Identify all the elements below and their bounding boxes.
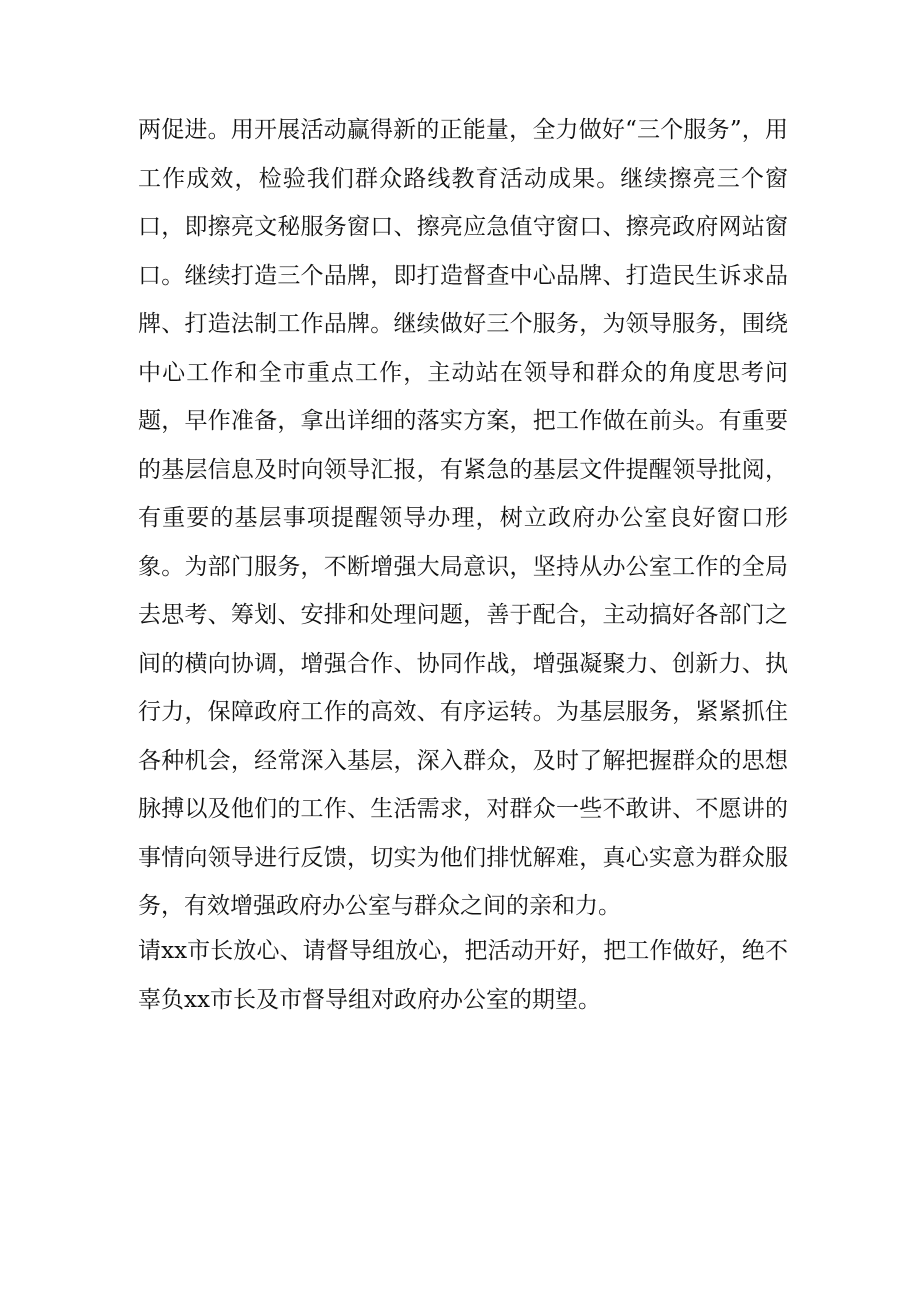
body-paragraph-closing: 请xx市长放心、请督导组放心，把活动开好，把工作做好，绝不辜负xx市长及市督导组对政府办公室的期望。 <box>138 938 788 1013</box>
body-paragraph-service: 两促进。用开展活动赢得新的正能量，全力做好“三个服务”，用工作成效，检验我们群众路线教育活动成果。继续擦亮三个窗口，即擦亮文秘服务窗口、擦亮应急值守窗口、擦亮政府网站窗口。继续打造三个品牌，即打造督查中心品牌、打造民生诉求品牌、打造法制工作品牌。继续做好三个服务，为领导服务，围绕中心工作和全市重点工作，主动站在领导和群众的角度思考问题，早作准备，拿出详细的落实方案，把工作做在前头。有重要的基层信息及时向领导汇报，有紧急的基层文件提醒领导批阅，有重要的基层事项提醒领导办理，树立政府办公室良好窗口形象。为部门服务，不断增强大局意识，坚持从办公室工作的全局去思考、筹划、安排和处理问题，善于配合，主动搞好各部门之间的横向协调，增强合作、协同作战，增强凝聚力、创新力、执行力，保障政府工作的高效、有序运转。为基层服务，紧紧抓住各种机会，经常深入基层，深入群众，及时了解把握群众的思想脉搏以及他们的工作、生活需求，对群众一些不敢讲、不愿讲的事情向领导进行反馈，切实为他们排忧解难，真心实意为群众服务，有效增强政府办公室与群众之间的亲和力。 <box>138 117 788 919</box>
